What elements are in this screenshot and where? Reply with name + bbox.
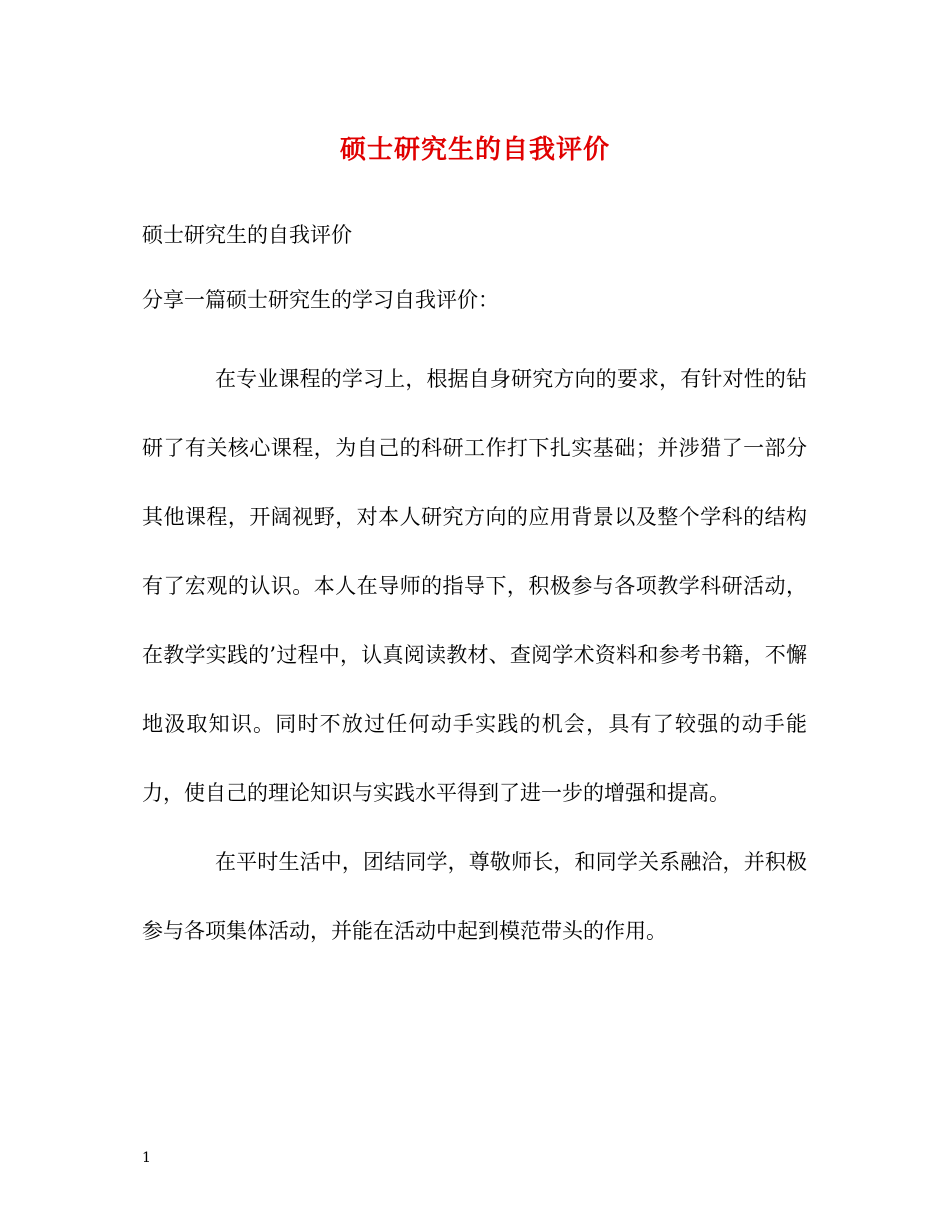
paragraph-2 bbox=[142, 828, 807, 966]
document-title: 硕士研究生的自我评价 bbox=[339, 135, 610, 165]
paragraph-1-text: 在专业课程的学习上，根据自身研究方向的要求，有针对性的钻研了有关核心课程，为自己的科研工作打下扎实基础；并涉猎了一部分其他课程，开阔视野，对本人研究方向的应用背景以及整个学科的结构有了宏观的认识。本人在导师的指导下，积极参与各项教学科研活动，在教学实践的’过程中，认真阅读教材、查阅学术资料和参考书籍，不懈地汲取知识。同时不放过任何动手实践的机会，具有了较强的动手能力，使自己的理论知识与实践水平得到了进一步的增强和提高。 bbox=[142, 367, 807, 805]
paragraph-1 bbox=[142, 345, 807, 828]
document-body bbox=[142, 220, 807, 966]
intro-line: 分享一篇硕士研究生的学习自我评价： bbox=[142, 288, 499, 312]
page-number: 1 bbox=[142, 1150, 151, 1166]
paragraph-2-text: 在平时生活中，团结同学，尊敬师长，和同学关系融洽，并积极参与各项集体活动，并能在活动中起到模范带头的作用。 bbox=[142, 850, 807, 943]
document-subtitle: 硕士研究生的自我评价 bbox=[142, 223, 352, 247]
